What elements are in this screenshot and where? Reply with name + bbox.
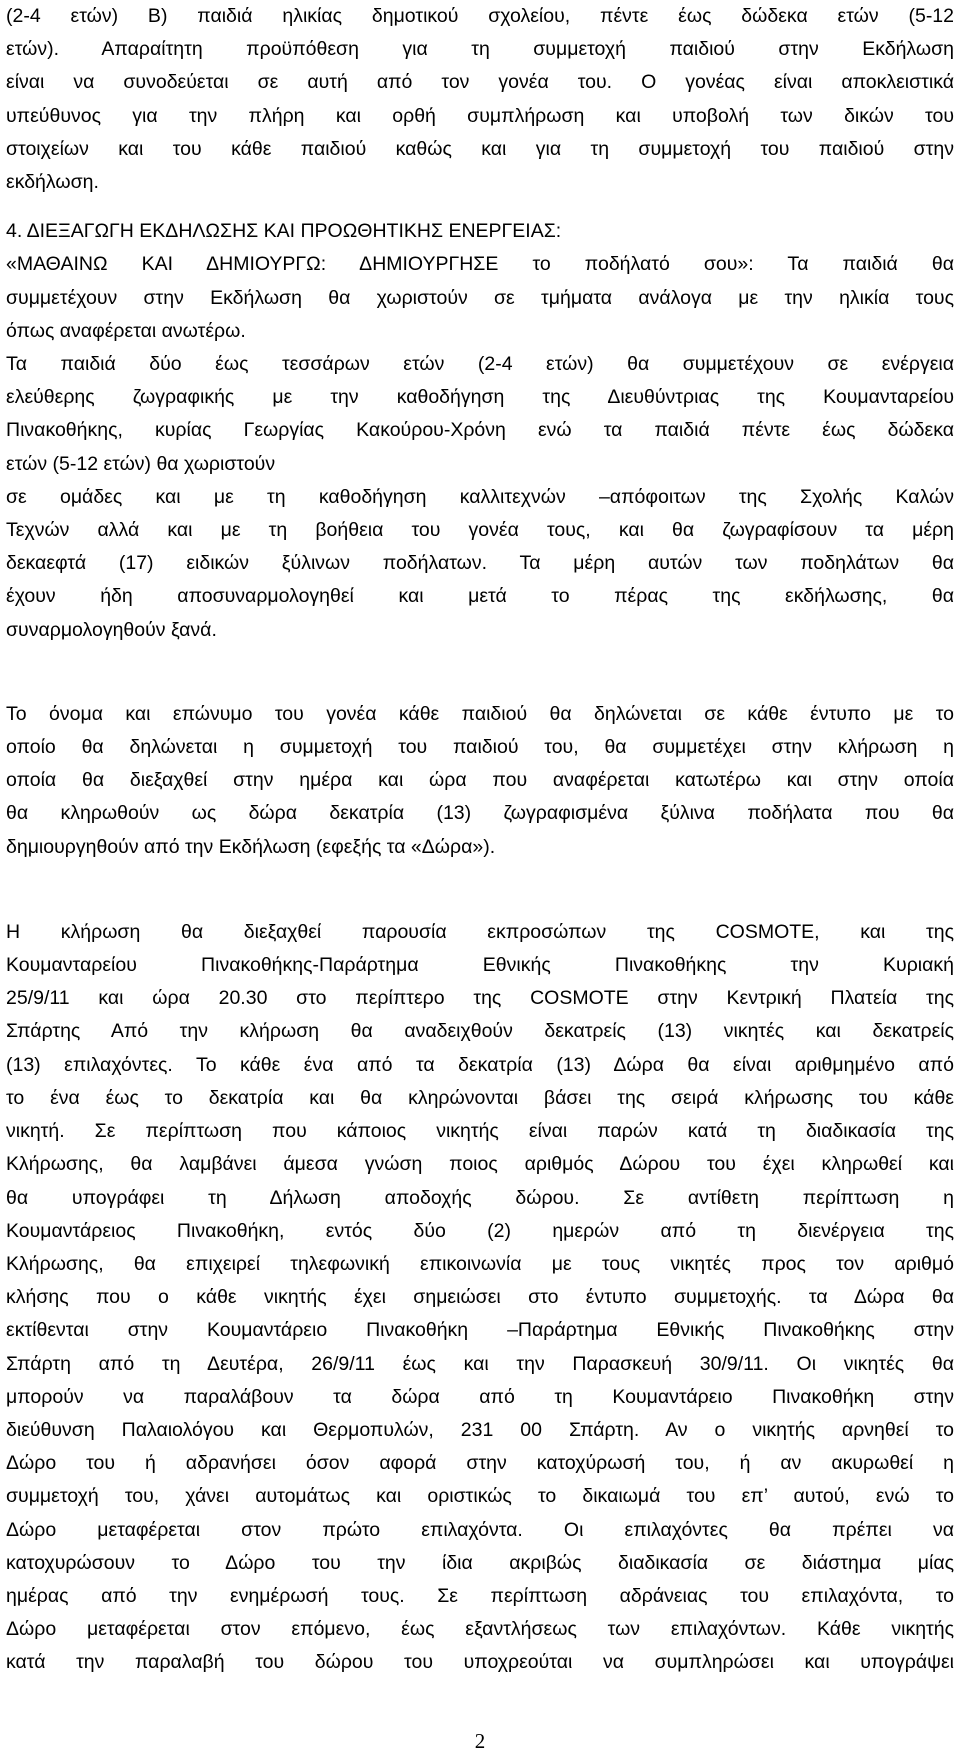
text-line: Κλήρωσης, θα επιχειρεί τηλεφωνική επικοινωνία με τους νικητές προς τον αριθμό [6, 1252, 954, 1275]
text-line: το ένα έως το δεκατρία και θα κληρώνονται βάσει της σειρά κλήρωσης του κάθε [6, 1086, 954, 1109]
text-line: (2-4 ετών) Β) παιδιά ηλικίας δημοτικού σχολείου, πέντε έως δώδεκα ετών (5-12 [6, 5, 954, 27]
text-line: σε ομάδες και με τη καθοδήγηση καλλιτεχνών –απόφοιτων της Σχολής Καλών [6, 485, 954, 508]
text-line: συναρμολογηθούν ξανά. [6, 618, 217, 641]
document-page [6, 0, 954, 1680]
section-4-paragraph-2 [6, 348, 954, 647]
text-line: Σπάρτης Από την κλήρωση θα αναδειχθούν δεκατρείς (13) νικητές και δεκατρείς [6, 1020, 954, 1043]
text-line: έχουν ήδη αποσυναρμολογηθεί και μετά το πέρας της εκδήλωσης, θα [6, 585, 954, 608]
text-line: όπως αναφέρεται ανωτέρω. [6, 319, 246, 342]
text-line: ελεύθερης ζωγραφικής με την καθοδήγηση της Διευθύντριας της Κουμανταρείου [6, 386, 954, 409]
intro-paragraph [6, 0, 954, 199]
text-line: 25/9/11 και ώρα 20.30 στο περίπτερο της COSMOTE στην Κεντρική Πλατεία της [6, 987, 954, 1010]
text-line: Η κλήρωση θα διεξαχθεί παρουσία εκπροσώπων της COSMOTE, και της [6, 920, 954, 943]
text-line: οποία θα διεξαχθεί στην ημέρα και ώρα που αναφέρεται κατωτέρω και στην οποία [6, 769, 954, 792]
text-line: ετών). Απαραίτητη προϋπόθεση για τη συμμετοχή παιδιού στην Εκδήλωση [6, 38, 954, 61]
text-line: μπορούν να παραλάβουν τα δώρα από τη Κουμαντάρειο Πινακοθήκη στην [6, 1385, 954, 1408]
page-number: 2 [474, 1729, 486, 1753]
text-line: δημιουργηθούν από την Εκδήλωση (εφεξής τα «Δώρα»). [6, 835, 496, 858]
text-line: εκδήλωση. [6, 171, 99, 194]
text-line: θα υπογράφει τη Δήλωση αποδοχής δώρου. Σε αντίθετη περίπτωση η [6, 1186, 954, 1209]
text-line: Δώρο μεταφέρεται στον επόμενο, έως εξαντλήσεως των επιλαχόντων. Κάθε νικητής [6, 1618, 954, 1641]
text-line: κλήσης που ο κάθε νικητής έχει σημειώσει στο έντυπο συμμετοχής. τα Δώρα θα [6, 1286, 954, 1309]
text-line: (13) επιλαχόντες. Το κάθε ένα από τα δεκατρία (13) Δώρα θα είναι αριθμημένο από [6, 1053, 954, 1076]
text-line: Τεχνών αλλά και με τη βοήθεια του γονέα τους, και θα ζωγραφίσουν τα μέρη [6, 519, 954, 542]
parent-name-paragraph [6, 698, 954, 864]
text-line: ετών (5-12 ετών) θα χωριστούν [6, 452, 276, 475]
text-line: οποίο θα δηλώνεται η συμμετοχή του παιδιού του, θα συμμετέχει στην κλήρωση η [6, 736, 954, 759]
text-line: είναι να συνοδεύεται σε αυτή από τον γονέα του. Ο γονέας είναι αποκλειστικά [6, 71, 954, 94]
text-line: συμμετοχή του, χάνει αυτομάτως και οριστικώς το δικαιωμά του επ’ αυτού, ενώ το [6, 1485, 954, 1508]
draw-paragraph [6, 916, 954, 1680]
text-line: Το όνομα και επώνυμο του γονέα κάθε παιδιού θα δηλώνεται σε κάθε έντυπο με το [6, 702, 954, 725]
text-line: συμμετέχουν στην Εκδήλωση θα χωριστούν σε τμήματα ανάλογα με την ηλικία τους [6, 286, 954, 309]
text-line: Τα παιδιά δύο έως τεσσάρων ετών (2-4 ετών) θα συμμετέχουν σε ενέργεια [6, 353, 954, 376]
section-4-paragraph-1 [6, 248, 954, 348]
text-line: «ΜΑΘΑΙΝΩ ΚΑΙ ΔΗΜΙΟΥΡΓΩ: ΔΗΜΙΟΥΡΓΗΣΕ το ποδήλατό σου»: Τα παιδιά θα [6, 253, 954, 276]
section-4-heading: 4. ΔΙΕΞΑΓΩΓΗ ΕΚΔΗΛΩΣΗΣ ΚΑΙ ΠΡΟΩΘΗΤΙΚΗΣ ΕΝΕΡΓΕΙΑΣ: [6, 220, 562, 243]
text-line: Κουμανταρείου Πινακοθήκης-Παράρτημα Εθνικής Πινακοθήκης την Κυριακή [6, 954, 954, 977]
text-line: δεκαεφτά (17) ειδικών ξύλινων ποδήλατων. Τα μέρη αυτών των ποδηλάτων θα [6, 552, 954, 575]
text-line: Δώρο του ή αδρανήσει όσον αφορά στην κατοχύρωσή του, ή αν ακυρωθεί η [6, 1452, 954, 1475]
text-line: Δώρο μεταφέρεται στον πρώτο επιλαχόντα. Οι επιλαχόντες θα πρέπει να [6, 1518, 954, 1541]
text-line: ημέρας από την ενημέρωσή τους. Σε περίπτωση αδράνειας του επιλαχόντα, το [6, 1584, 954, 1607]
text-line: Σπάρτη από τη Δευτέρα, 26/9/11 έως και την Παρασκευή 30/9/11. Οι νικητές θα [6, 1352, 954, 1375]
text-line: διεύθυνση Παλαιολόγου και Θερμοπυλών, 231 00 Σπάρτη. Αν ο νικητής αρνηθεί το [6, 1418, 954, 1441]
text-line: εκτίθενται στην Κουμαντάρειο Πινακοθήκη –Παράρτημα Εθνικής Πινακοθήκης στην [6, 1319, 954, 1342]
section-4 [6, 215, 954, 647]
text-line: κατά την παραλαβή του δώρου του υποχρεούται να συμπληρώσει και υπογράψει [6, 1651, 954, 1674]
text-line: νικητή. Σε περίπτωση που κάποιος νικητής είναι παρών κατά τη διαδικασία της [6, 1120, 954, 1143]
text-line: Κλήρωσης, θα λαμβάνει άμεσα γνώση ποιος αριθμός Δώρου του έχει κληρωθεί και [6, 1153, 954, 1176]
text-line: στοιχείων και του κάθε παιδιού καθώς και για τη συμμετοχή του παιδιού στην [6, 137, 954, 160]
text-line: Κουμαντάρειος Πινακοθήκη, εντός δύο (2) ημερών από τη διενέργεια της [6, 1219, 954, 1242]
text-line: υπεύθυνος για την πλήρη και ορθή συμπλήρωση και υποβολή των δικών του [6, 104, 954, 127]
text-line: Πινακοθήκης, κυρίας Γεωργίας Κακούρου-Χρόνη ενώ τα παιδιά πέντε έως δώδεκα [6, 419, 954, 442]
text-line: κατοχυρώσουν το Δώρο του την ίδια ακριβώς διαδικασία σε διάστημα μίας [6, 1551, 954, 1574]
text-line: θα κληρωθούν ως δώρα δεκατρία (13) ζωγραφισμένα ξύλινα ποδήλατα που θα [6, 802, 954, 825]
